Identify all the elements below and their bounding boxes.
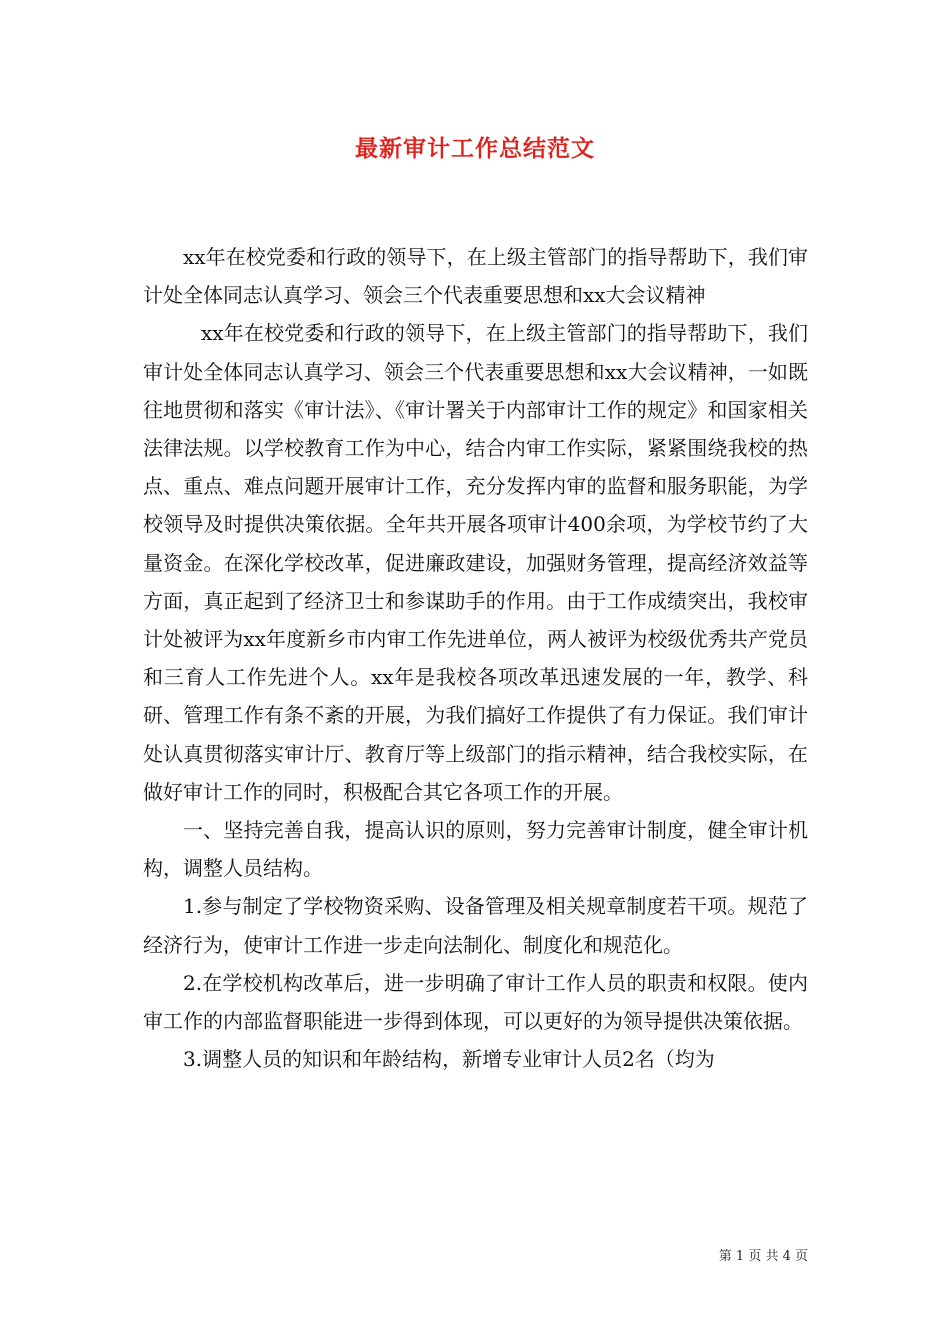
paragraph-item-2: 2.在学校机构改革后，进一步明确了审计工作人员的职责和权限。使内审工作的内部监督职能进一步得到体现，可以更好的为领导提供决策依据。 [143, 970, 808, 1034]
document-body [143, 238, 808, 1078]
paragraph-section-1: 一、坚持完善自我，提高认识的原则，努力完善审计制度，健全审计机构，调整人员结构。 [143, 818, 808, 881]
page-number: 第 1 页 共 4 页 [718, 1249, 808, 1264]
paragraph-item-1: 1.参与制定了学校物资采购、设备管理及相关规章制度若干项。规范了经济行为，使审计工作进一步走向法制化、制度化和规范化。 [143, 894, 808, 957]
paragraph-intro: xx年在校党委和行政的领导下，在上级主管部门的指导帮助下，我们审计处全体同志认真学习、领会三个代表重要思想和xx大会议精神 [143, 245, 808, 308]
document-title: 最新审计工作总结范文 [355, 136, 595, 162]
paragraph-summary: xx年在校党委和行政的领导下，在上级主管部门的指导帮助下，我们审计处全体同志认真学习、领会三个代表重要思想和xx大会议精神，一如既往地贯彻和落实《审计法》、《审计署关于内部审计工作的规定》和国家相关法律法规。以学校教育工作为中心，结合内审工作实际，紧紧围绕我校的热点、重点、难点问题开展审计工作，充分发挥内审的监督和服务职能，为学校领导及时提供决策依据。全年共开展各项审计400余项，为学校节约了大量资金。在深化学校改革，促进廉政建设，加强财务管理，提高经济效益等方面，真正起到了经济卫士和参谋助手的作用。由于工作成绩突出，我校审计处被评为xx年度新乡市内审工作先进单位，两人被评为校级优秀共产党员和三育人工作先进个人。xx年是我校各项改革迅速发展的一年，教学、科研、管理工作有条不紊的开展，为我们搞好工作提供了有力保证。我们审计处认真贯彻落实审计厅、教育厅等上级部门的指示精神，结合我校实际，在做好审计工作的同时，积极配合其它各项工作的开展。 [143, 321, 808, 804]
paragraph-item-3: 3.调整人员的知识和年龄结构，新增专业审计人员2名（均为 [183, 1047, 715, 1072]
